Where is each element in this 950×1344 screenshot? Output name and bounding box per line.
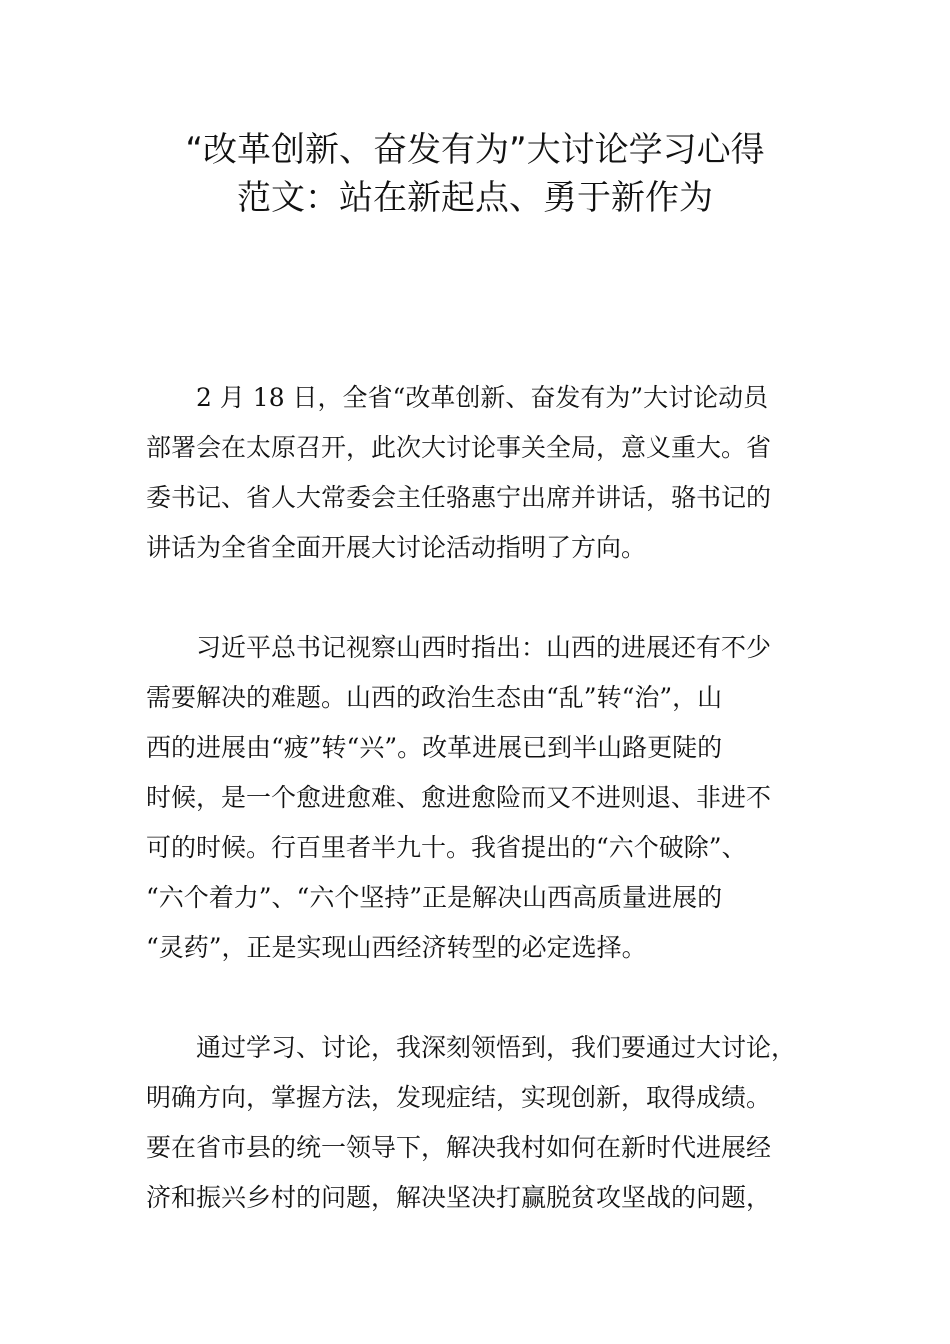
paragraph-line: 2 月 18 日，全省“改革创新、奋发有为”大讨论动员: [196, 383, 769, 412]
paragraph-line: 讲话为全省全面开展大讨论活动指明了方向。: [146, 533, 647, 562]
paragraph-line: 济和振兴乡村的问题，解决坚决打赢脱贫攻坚战的问题，: [146, 1183, 772, 1212]
paragraph-line: 时候，是一个愈进愈难、愈进愈险而又不进则退、非进不: [146, 783, 772, 812]
paragraph-1: [146, 380, 836, 580]
document-title-line-2: 范文：站在新起点、勇于新作为: [237, 178, 713, 218]
paragraph-3: [146, 1030, 836, 1230]
paragraph-line: “灵药”，正是实现山西经济转型的必定选择。: [146, 933, 647, 962]
paragraph-line: 部署会在太原召开，此次大讨论事关全局，意义重大。省: [146, 433, 772, 462]
paragraph-line: 可的时候。行百里者半九十。我省提出的“六个破除”、: [146, 833, 747, 862]
paragraph-line: “六个着力”、“六个坚持”正是解决山西高质量进展的: [146, 883, 723, 912]
paragraph-line: 西的进展由“疲”转“兴”。改革进展已到半山路更陡的: [146, 733, 723, 762]
paragraph-line: 要在省市县的统一领导下，解决我村如何在新时代进展经: [146, 1133, 772, 1162]
paragraph-line: 通过学习、讨论，我深刻领悟到，我们要通过大讨论，: [196, 1033, 797, 1062]
paragraph-line: 需要解决的难题。山西的政治生态由“乱”转“治”，山: [146, 683, 723, 712]
paragraph-line: 习近平总书记视察山西时指出：山西的进展还有不少: [196, 633, 772, 662]
paragraph-line: 委书记、省人大常委会主任骆惠宁出席并讲话，骆书记的: [146, 483, 772, 512]
document-title-line-1: “改革创新、奋发有为”大讨论学习心得: [185, 130, 765, 170]
paragraph-line: 明确方向，掌握方法，发现症结，实现创新，取得成绩。: [146, 1083, 772, 1112]
paragraph-2: [146, 630, 836, 980]
